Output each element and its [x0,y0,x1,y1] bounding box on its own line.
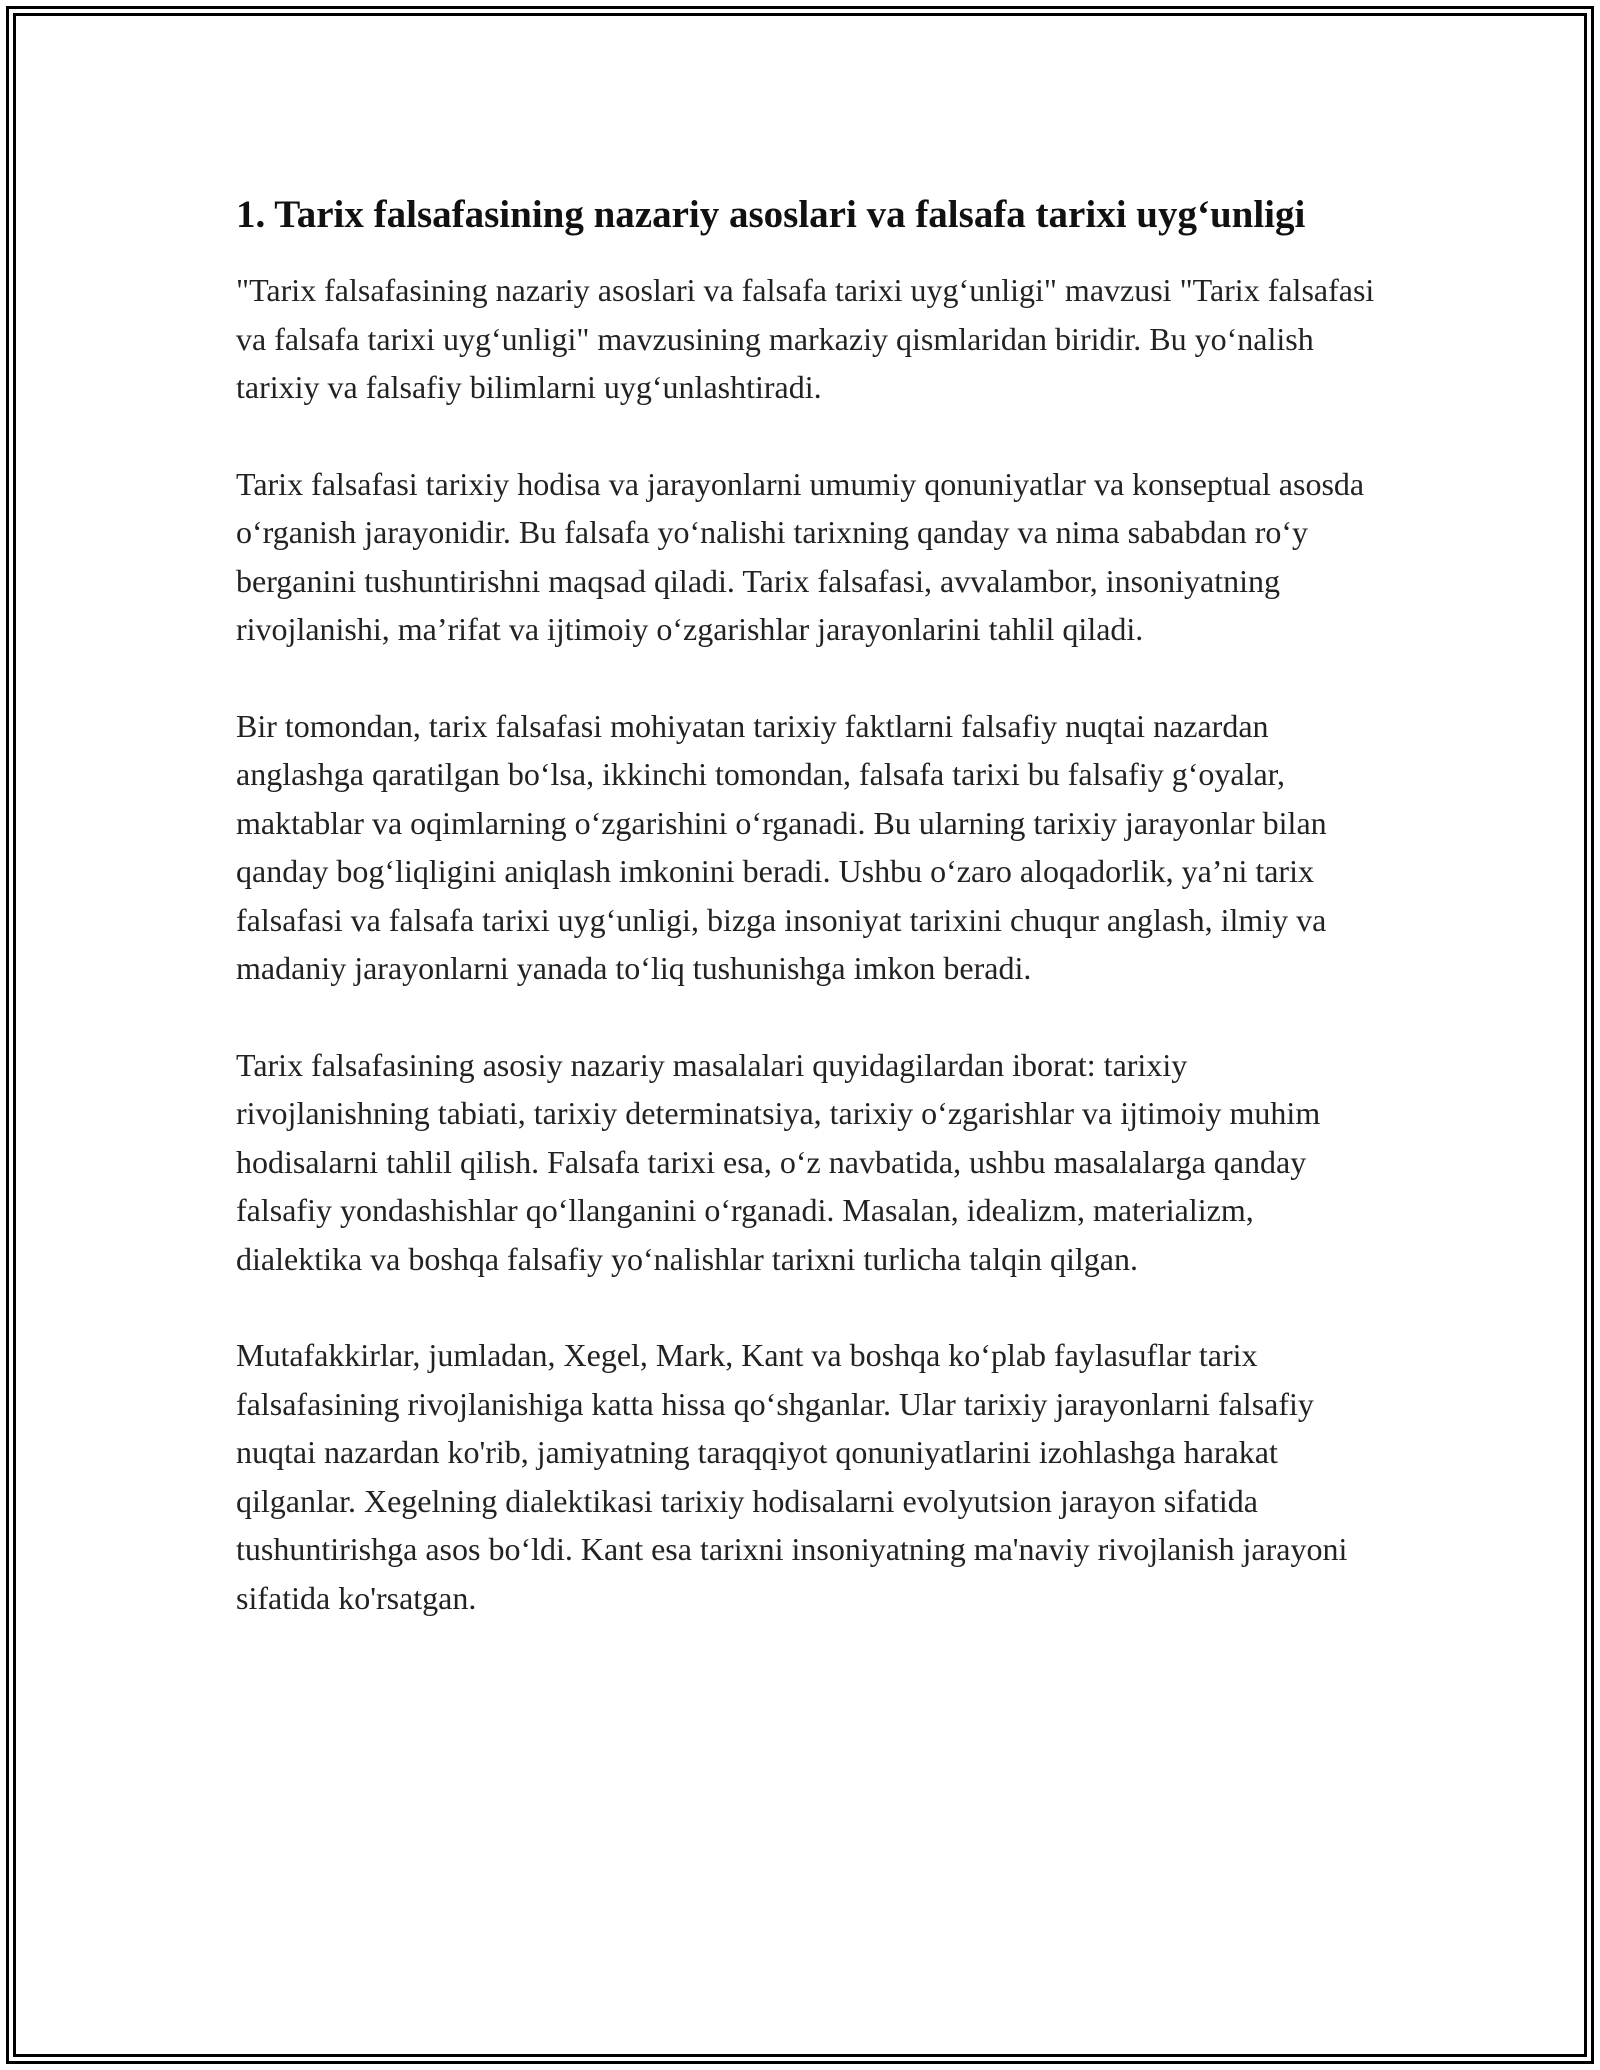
paragraph-5: Mutafakkirlar, jumladan, Xegel, Mark, Kant va boshqa ko‘plab faylasuflar tarix falsafasining rivojlanishiga katta hissa qo‘shganlar. Ular tarixiy jarayonlarni falsafiy nuqtai nazardan ko'rib, jamiyatning taraqqiyot qonuniyatlarini izohlashga harakat qilganlar. Xegelning dialektikasi tarixiy hodisalarni evolyutsion jarayon sifatida tushuntirishga asos bo‘ldi. Kant esa tarixni insoniyatning ma'naviy rivojlanish jarayoni sifatida ko'rsatgan. [236,1337,1348,1616]
paragraph-4: Tarix falsafasining asosiy nazariy masalalari quyidagilardan iborat: tarixiy rivojlanishning tabiati, tarixiy determinatsiya, tarixiy o‘zgarishlar va ijtimoiy muhim hodisalarni tahlil qilish. Falsafa tarixi esa, o‘z navbatida, ushbu masalalarga qanday falsafiy yondashishlar qo‘llanganini o‘rganadi. Masalan, idealizm, materializm, dialektika va boshqa falsafiy yo‘nalishlar tarixni turlicha talqin qilgan. [236,1046,1321,1277]
section-title: 1. Tarix falsafasining nazariy asoslari va falsafa tarixi uyg‘unligi [236,193,1306,236]
paragraph-3: Bir tomondan, tarix falsafasi mohiyatan tarixiy faktlarni falsafiy nuqtai nazardan anglashga qaratilgan bo‘lsa, ikkinchi tomondan, falsafa tarixi bu falsafiy g‘oyalar, maktablar va oqimlarning o‘zgarishini o‘rganadi. Bu ularning tarixiy jarayonlar bilan qanday bog‘liqligini aniqlash imkonini beradi. Ushbu o‘zaro aloqadorlik, ya’ni tarix falsafasi va falsafa tarixi uyg‘unligi, bizga insoniyat tarixini chuqur anglash, ilmiy va madaniy jarayonlarni yanada to‘liq tushunishga imkon beradi. [236,707,1327,986]
document-body [236,188,1376,1670]
paragraph-1: "Tarix falsafasining nazariy asoslari va falsafa tarixi uyg‘unligi" mavzusi "Tarix falsafasi va falsafa tarixi uyg‘unligi" mavzusining markaziy qismlaridan biridir. Bu yo‘nalish tarixiy va falsafiy bilimlarni uyg‘unlashtiradi. [236,272,1375,405]
paragraph-2: Tarix falsafasi tarixiy hodisa va jarayonlarni umumiy qonuniyatlar va konseptual asosda o‘rganish jarayonidir. Bu falsafa yo‘nalishi tarixning qanday va nima sababdan ro‘y berganini tushuntirishni maqsad qiladi. Tarix falsafasi, avvalambor, insoniyatning rivojlanishi, ma’rifat va ijtimoiy o‘zgarishlar jarayonlarini tahlil qiladi. [236,465,1365,647]
